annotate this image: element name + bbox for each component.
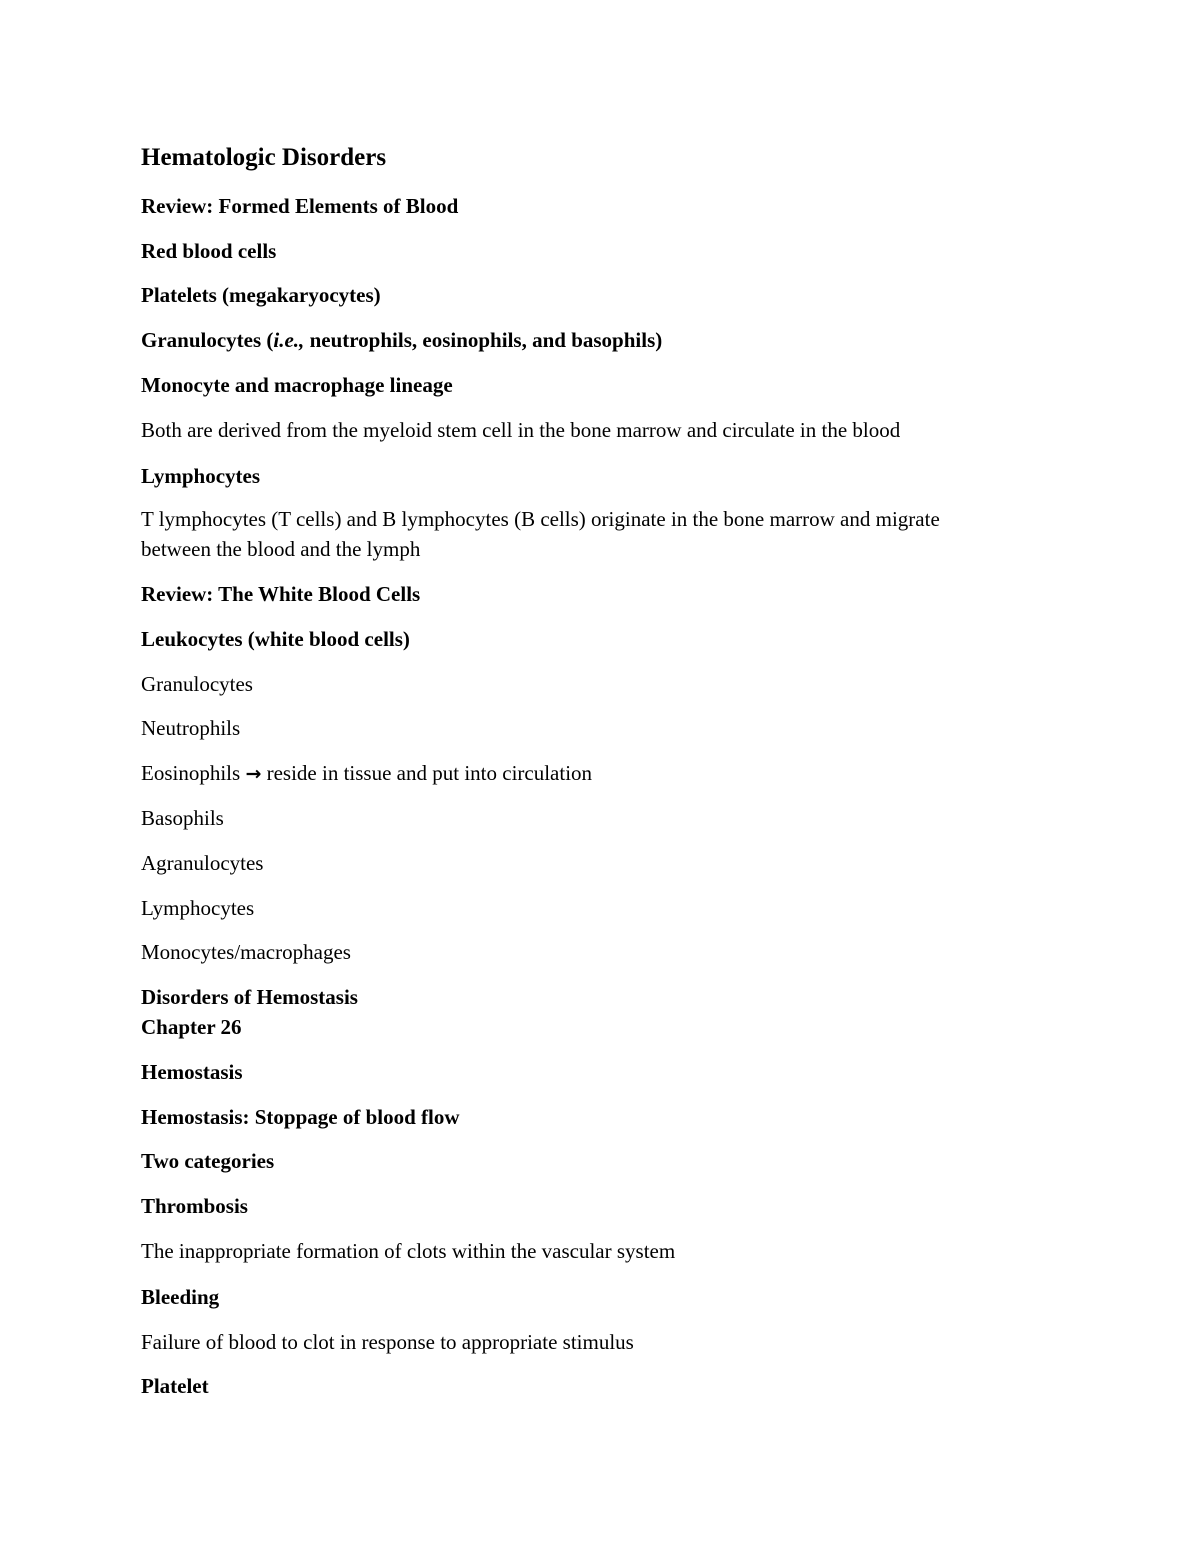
text-lymphocytes-item: Lymphocytes (141, 896, 255, 920)
document-title: Hematologic Disorders (141, 144, 387, 171)
heading-platelet: Platelet (141, 1374, 209, 1398)
heading-red-blood-cells: Red blood cells (141, 239, 277, 263)
text-monocytes-macrophages: Monocytes/macrophages (141, 940, 351, 964)
text-lymphocytes-desc-line2: between the blood and the lymph (141, 537, 421, 561)
heading-hemostasis-def: Hemostasis: Stoppage of blood flow (141, 1105, 460, 1129)
granulocytes-suffix: neutrophils, eosinophils, and basophils) (304, 328, 663, 352)
heading-review-formed-elements: Review: Formed Elements of Blood (141, 194, 459, 218)
heading-granulocytes-types (141, 325, 662, 355)
heading-disorders-hemostasis: Disorders of Hemostasis (141, 985, 358, 1009)
heading-monocyte-lineage: Monocyte and macrophage lineage (141, 373, 453, 397)
granulocytes-ie: i.e., (273, 328, 305, 352)
heading-lymphocytes: Lymphocytes (141, 464, 261, 488)
granulocytes-prefix: Granulocytes ( (141, 328, 274, 352)
heading-chapter: Chapter 26 (141, 1015, 242, 1039)
text-agranulocytes: Agranulocytes (141, 851, 264, 875)
text-granulocytes: Granulocytes (141, 672, 253, 696)
heading-hemostasis: Hemostasis (141, 1060, 243, 1084)
heading-bleeding: Bleeding (141, 1285, 220, 1309)
heading-two-categories: Two categories (141, 1149, 275, 1173)
text-basophils: Basophils (141, 806, 224, 830)
eosinophils-desc: reside in tissue and put into circulation (261, 761, 593, 785)
text-neutrophils: Neutrophils (141, 716, 241, 740)
text-both-derived: Both are derived from the myeloid stem cell in the bone marrow and circulate in the blood (141, 418, 901, 442)
heading-review-white-cells: Review: The White Blood Cells (141, 582, 421, 606)
right-arrow-icon: → (245, 763, 262, 785)
text-eosinophils (141, 758, 592, 789)
text-lymphocytes-desc-line1: T lymphocytes (T cells) and B lymphocytes (B cells) originate in the bone marrow and migrate (141, 507, 940, 531)
heading-platelets: Platelets (megakaryocytes) (141, 283, 381, 307)
eosinophils-label: Eosinophils (141, 761, 246, 785)
heading-leukocytes: Leukocytes (white blood cells) (141, 627, 410, 651)
heading-thrombosis: Thrombosis (141, 1194, 248, 1218)
text-bleeding-def: Failure of blood to clot in response to appropriate stimulus (141, 1330, 634, 1354)
text-thrombosis-def: The inappropriate formation of clots within the vascular system (141, 1239, 676, 1263)
